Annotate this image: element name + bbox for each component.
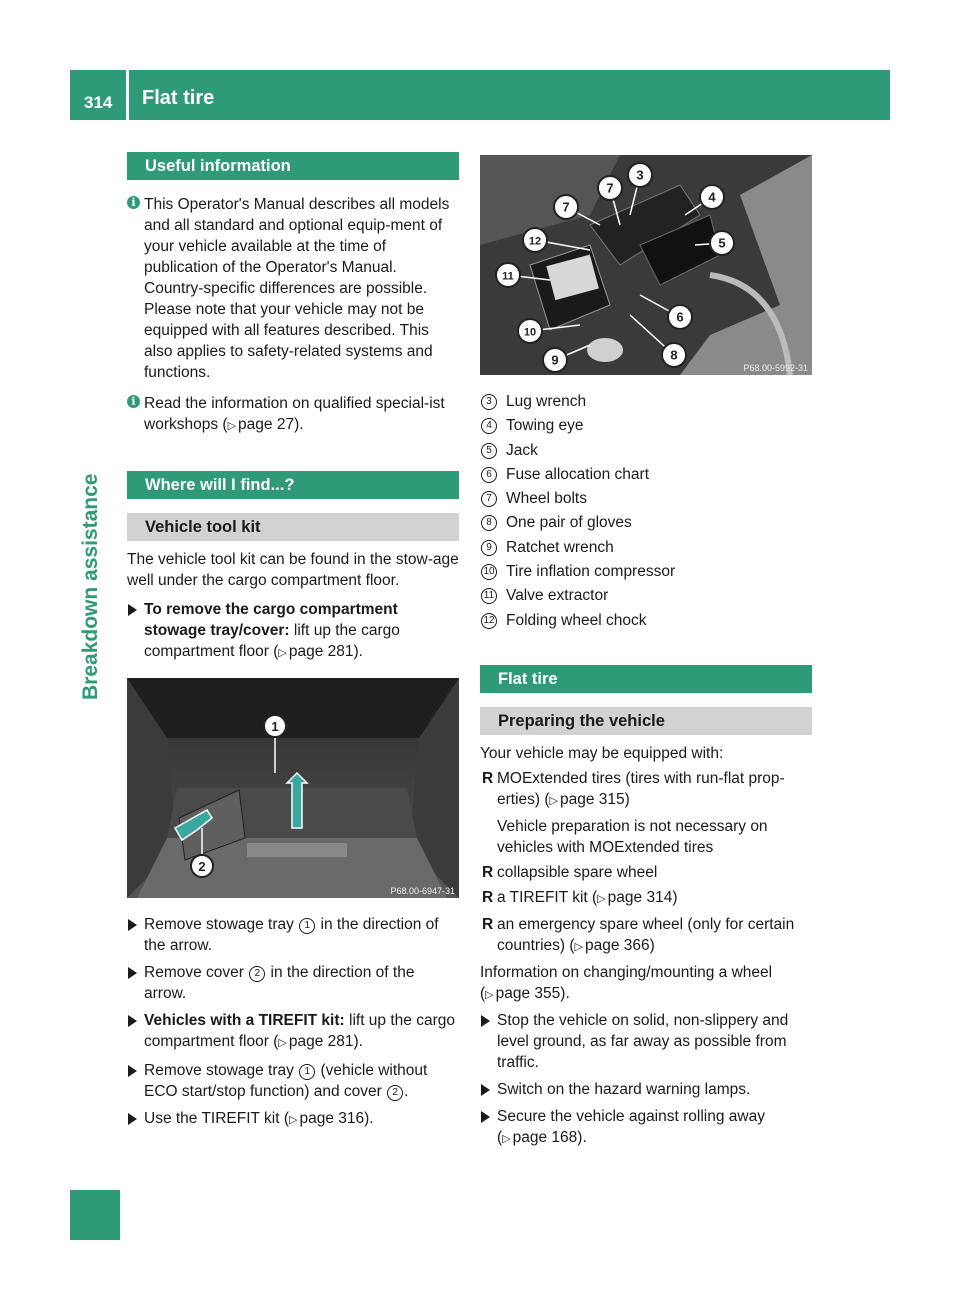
legend-item: 3 Lug wrench xyxy=(480,391,812,412)
figure-callout-2: 2 xyxy=(198,859,206,874)
flat-tire-heading: Flat tire xyxy=(480,665,812,693)
page-reference-link[interactable]: ▷ page 314 xyxy=(597,889,672,906)
callout-number: 9 xyxy=(481,540,497,556)
page-title: Flat tire xyxy=(142,87,215,109)
instruction-step: To remove the cargo compartment stowage tray/cover: lift up the cargo compartment floor (▷ page 281). xyxy=(127,599,459,664)
page-reference-link[interactable]: ▷ page 27 xyxy=(228,416,295,433)
legend-item: 8 One pair of gloves xyxy=(480,512,812,533)
figure-callout-3: 3 xyxy=(636,167,644,183)
side-tab-marker xyxy=(70,1190,120,1240)
tool-kit-figure xyxy=(480,155,812,375)
useful-info-heading: Useful information xyxy=(127,152,459,180)
step-arrow-icon xyxy=(128,919,137,931)
figure-callout-6: 6 xyxy=(676,309,684,325)
instruction-step: Secure the vehicle against rolling away (▷ page 168). xyxy=(480,1106,812,1150)
figure-callout-7: 7 xyxy=(562,199,570,215)
prep-intro: Your vehicle may be equipped with: xyxy=(480,744,724,762)
legend-item: 10 Tire inflation compressor xyxy=(480,561,812,582)
callout-number: 8 xyxy=(481,515,497,531)
step-arrow-icon xyxy=(481,1015,490,1027)
figure-callout-12: 12 xyxy=(528,235,542,248)
legend-item: 5 Jack xyxy=(480,440,812,461)
callout-number: 1 xyxy=(299,918,315,934)
header-separator xyxy=(126,70,129,120)
preparing-vehicle-heading: Preparing the vehicle xyxy=(480,707,812,735)
legend-item: 11 Valve extractor xyxy=(480,585,812,606)
figure-callout-9: 9 xyxy=(551,352,559,368)
cargo-compartment-photo xyxy=(127,678,459,898)
callout-number: 12 xyxy=(481,613,497,629)
figure-code: P68.00-5992-31 xyxy=(743,363,808,373)
figure-callout-8: 8 xyxy=(670,347,678,363)
page-header xyxy=(70,70,890,120)
wheel-info: Information on changing/mounting a wheel (▷ page 355). xyxy=(480,962,812,1006)
where-heading: Where will I find...? xyxy=(127,471,459,499)
legend-item: 12 Folding wheel chock xyxy=(480,610,812,631)
legend-item: 6 Fuse allocation chart xyxy=(480,464,812,485)
callout-number: 2 xyxy=(387,1085,403,1101)
list-item: R MOExtended tires (tires with run-flat prop-erties) (▷ page 315) Vehicle preparation is not necessary on vehicles with MOExtended tires xyxy=(480,768,812,858)
callout-number: 11 xyxy=(481,588,497,604)
section-side-label: Breakdown assistance xyxy=(79,473,102,700)
callout-number: 3 xyxy=(481,394,497,410)
callout-number: 6 xyxy=(481,467,497,483)
vehicle-tool-kit-heading: Vehicle tool kit xyxy=(127,513,459,541)
figure-code: P68.00-6947-31 xyxy=(390,886,455,896)
tool-kit-intro: The vehicle tool kit can be found in the stow-age well under the cargo compartment floor. xyxy=(127,551,459,589)
figure-callout-5: 5 xyxy=(718,235,726,251)
list-item: R an emergency spare wheel (only for certain countries) (▷ page 366) xyxy=(480,914,812,958)
step-arrow-icon xyxy=(128,967,137,979)
list-item: R collapsible spare wheel xyxy=(482,863,658,881)
left-column xyxy=(127,152,459,1137)
instruction-step: Use the TIREFIT kit (▷ page 316). xyxy=(127,1108,459,1131)
tool-kit-legend xyxy=(480,391,812,631)
step-arrow-icon xyxy=(481,1111,490,1123)
page-number: 314 xyxy=(84,93,113,112)
legend-item: 4 Towing eye xyxy=(480,415,812,436)
info-note: i This Operator's Manual describes all models and all standard and optional equip-ment of your vehicle available at the time of publication of the Operator's Manual. Country-specific differences are possible. Please note that your vehicle may not be equipped with all features described. This also applies to safety-related systems and functions. xyxy=(127,194,459,383)
page-reference-link[interactable]: ▷ page 315 xyxy=(550,791,625,808)
step-arrow-icon xyxy=(128,1065,137,1077)
legend-item: 7 Wheel bolts xyxy=(480,488,812,509)
instruction-step: Remove stowage tray 1 (vehicle without ECO start/stop function) and cover 2 . xyxy=(127,1060,459,1102)
step-arrow-icon xyxy=(128,1113,137,1125)
legend-item: 9 Ratchet wrench xyxy=(480,537,812,558)
page-reference-link[interactable]: ▷ page 355 xyxy=(485,985,560,1002)
instruction-step: Vehicles with a TIREFIT kit: lift up the cargo compartment floor (▷ page 281). xyxy=(127,1010,459,1054)
instruction-step: Remove cover 2 in the direction of the arrow. xyxy=(127,962,459,1004)
callout-number: 5 xyxy=(481,443,497,459)
page-reference-link[interactable]: ▷ page 281 xyxy=(278,1033,353,1050)
tool-kit-photo xyxy=(480,155,812,375)
right-column xyxy=(480,152,812,1156)
cargo-compartment-figure xyxy=(127,678,459,898)
figure-callout-4: 4 xyxy=(708,189,716,205)
step-arrow-icon xyxy=(128,604,137,616)
step-arrow-icon xyxy=(481,1084,490,1096)
info-icon: i xyxy=(127,395,140,408)
callout-number: 1 xyxy=(299,1064,315,1080)
page-reference-link[interactable]: ▷ page 316 xyxy=(289,1110,364,1127)
figure-callout-1: 1 xyxy=(271,719,279,734)
instruction-step: Stop the vehicle on solid, non-slippery and level ground, as far away as possible from traffic. xyxy=(480,1010,812,1073)
figure-callout-10: 10 xyxy=(523,326,537,339)
instruction-step: Remove stowage tray 1 in the direction of the arrow. xyxy=(127,914,459,956)
figure-callout-11: 11 xyxy=(502,270,514,283)
info-icon: i xyxy=(127,196,140,209)
info-note: i Read the information on qualified special-ist workshops (▷ page 27). xyxy=(127,393,459,437)
page-reference-link[interactable]: ▷ page 168 xyxy=(502,1129,577,1146)
step-arrow-icon xyxy=(128,1015,137,1027)
callout-number: 4 xyxy=(481,418,497,434)
callout-number: 10 xyxy=(481,564,497,580)
callout-number: 7 xyxy=(481,491,497,507)
list-item: R a TIREFIT kit (▷ page 314) xyxy=(480,887,812,910)
instruction-step: Switch on the hazard warning lamps. xyxy=(480,1079,812,1100)
page-reference-link[interactable]: ▷ page 281 xyxy=(278,643,353,660)
page-reference-link[interactable]: ▷ page 366 xyxy=(575,937,650,954)
callout-number: 2 xyxy=(249,966,265,982)
figure-callout-7: 7 xyxy=(606,180,614,196)
